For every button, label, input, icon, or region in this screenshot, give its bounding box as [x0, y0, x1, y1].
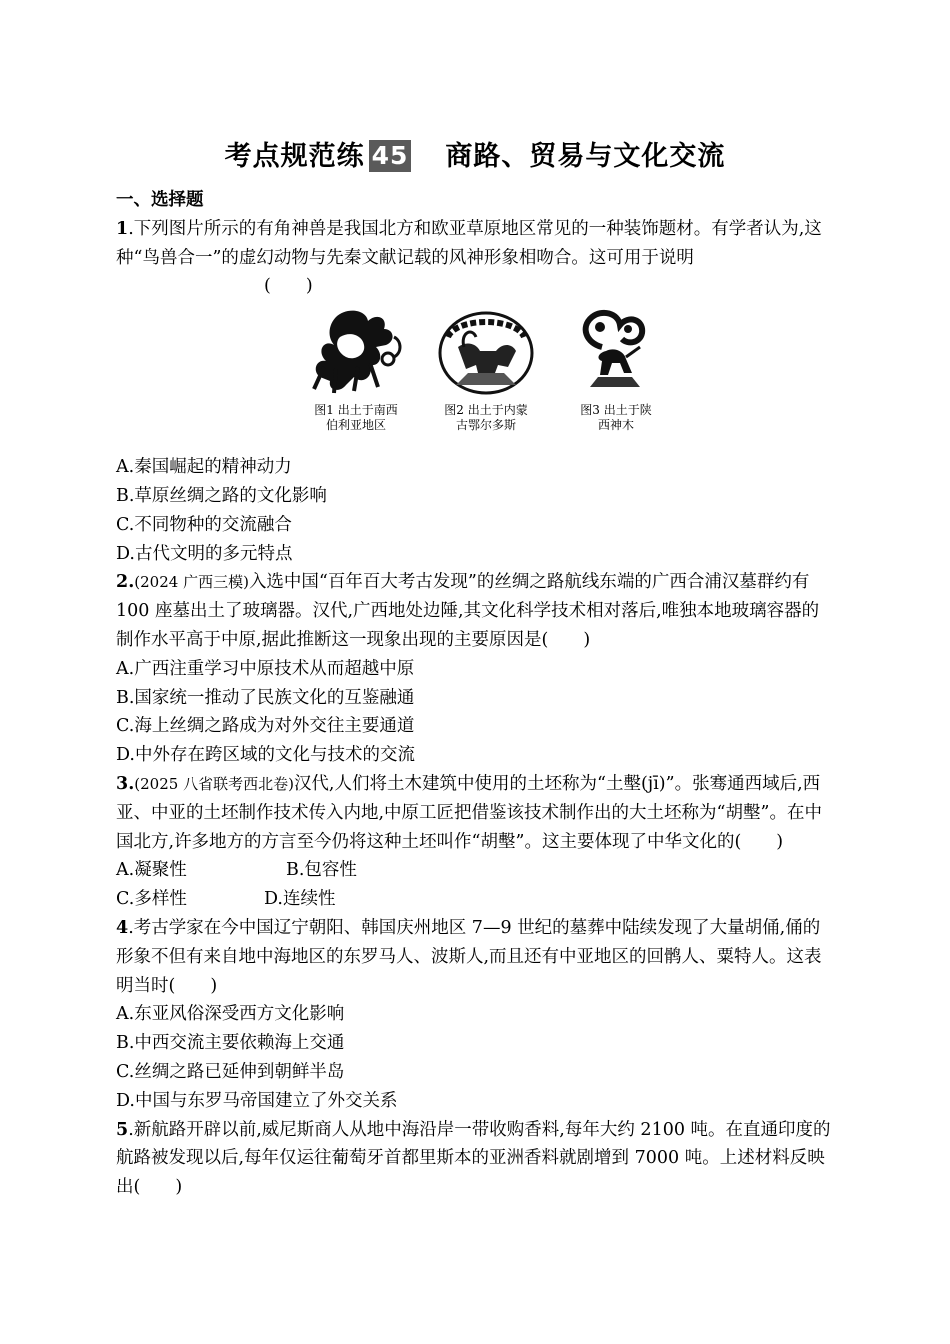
question-2-source: (2024 广西三模)	[134, 573, 249, 592]
figure-2-caption	[432, 403, 540, 433]
question-1-option-a[interactable]: A.秦国崛起的精神动力	[116, 457, 292, 478]
figure-1-caption-line1: 图1 出土于南西	[314, 403, 398, 418]
horned-beast-figure-3-icon	[566, 307, 666, 397]
figure-2-caption-line2: 古鄂尔多斯	[455, 418, 516, 433]
figure-2-caption-line1: 图2 出土于内蒙	[444, 403, 528, 418]
horned-beast-figure-1-icon	[306, 307, 406, 397]
question-2-option-c[interactable]: C.海上丝绸之路成为对外交往主要通道	[116, 716, 415, 737]
question-3-text: 汉代,人们将土木建筑中使用的土坯称为“土墼(jī)”。张骞通西域后,西亚、中亚的土坯制作技术传入内地,中原工匠把借鉴该技术制作出的大土坯称为“胡墼”。在中国北方,许多地方的方言至今仍将这种土坯叫作“胡墼”。这主要体现了中华文化的( )	[116, 773, 822, 852]
question-3-options-row-2	[116, 885, 836, 914]
question-1-option-b[interactable]: B.草原丝绸之路的文化影响	[116, 485, 327, 506]
question-1-paren-line	[116, 272, 836, 301]
question-3-number: 3	[116, 773, 129, 794]
question-4-option-b[interactable]: B.中西交流主要依赖海上交通	[116, 1033, 345, 1054]
content	[116, 186, 836, 1202]
question-2-number: 2	[116, 572, 129, 593]
question-5	[116, 1116, 836, 1202]
question-4-number: 4	[116, 917, 129, 938]
figure-1-caption-line2: 伯利亚地区	[325, 418, 386, 433]
figure-3	[562, 307, 670, 447]
question-3-option-c[interactable]: C.多样性	[116, 889, 187, 910]
question-4-option-c[interactable]: C.丝绸之路已延伸到朝鲜半岛	[116, 1061, 345, 1082]
question-4-option-a[interactable]: A.东亚风俗深受西方文化影响	[116, 1004, 345, 1025]
question-4-option-d[interactable]: D.中国与东罗马帝国建立了外交关系	[116, 1090, 398, 1111]
question-1-stem	[116, 215, 836, 273]
question-5-text: .新航路开辟以前,威尼斯商人从地中海沿岸一带收购香料,每年大约 2100 吨。在直通印度的航路被发现以后,每年仅运往葡萄牙首都里斯本的亚洲香料就剧增到 7000 吨。上述材料反映出( )	[116, 1119, 831, 1198]
title-number-badge: 45	[369, 140, 412, 172]
question-1-option-c[interactable]: C.不同物种的交流融合	[116, 514, 292, 535]
question-3	[116, 770, 836, 914]
question-3-options-row-1	[116, 856, 836, 885]
question-3-option-b[interactable]: B.包容性	[286, 860, 357, 881]
figure-row	[302, 307, 836, 447]
question-2	[116, 568, 836, 770]
question-4-stem	[116, 914, 836, 1000]
question-4	[116, 914, 836, 1116]
page-title	[0, 138, 950, 176]
question-1-text: .下列图片所示的有角神兽是我国北方和欧亚草原地区常见的一种装饰题材。有学者认为,这种“鸟兽合一”的虚幻动物与先秦文献记载的风神形象相吻合。这可用于说明	[116, 218, 822, 268]
title-main: 考点规范练	[224, 141, 365, 172]
question-2-text: 入选中国“百年百大考古发现”的丝绸之路航线东端的广西合浦汉墓群约有 100 座墓出土了玻璃器。汉代,广西地处边陲,其文化科学技术相对落后,唯独本地玻璃容器的制作水平高于中原,据此推断这一现象出现的主要原因是( )	[116, 572, 820, 650]
answer-parenthesis: ( )	[264, 276, 313, 297]
section-heading: 一、选择题	[116, 190, 204, 210]
question-3-stem: 3.(2025 八省联考西北卷)汉代,人们将土木建筑中使用的土坯称为“土墼(jī)”。张骞通西域后,西亚、中亚的土坯制作技术传入内地,中原工匠把借鉴该技术制作出的大土坯称为“胡墼”。在中国北方,许多地方的方言至今仍将这种土坯叫作“胡墼”。这主要体现了中华文化的( )	[116, 773, 822, 852]
question-5-stem	[116, 1116, 836, 1202]
question-5-number: 5	[116, 1119, 129, 1140]
figure-3-caption-line2: 西神木	[597, 418, 634, 433]
title-subtitle: 商路、贸易与文化交流	[445, 141, 726, 172]
question-3-source: (2025 八省联考西北卷)	[134, 774, 294, 793]
question-3-option-d[interactable]: D.连续性	[264, 889, 336, 910]
question-1	[116, 215, 836, 569]
figure-3-caption	[562, 403, 670, 433]
figure-2	[432, 307, 540, 447]
figure-1-caption	[302, 403, 410, 433]
question-1-option-d[interactable]: D.古代文明的多元特点	[116, 543, 293, 564]
question-4-text: .考古学家在今中国辽宁朝阳、韩国庆州地区 7—9 世纪的墓葬中陆续发现了大量胡俑,俑的形象不但有来自地中海地区的东罗马人、波斯人,而且还有中亚地区的回鹘人、粟特人。这表明当时( )	[116, 917, 822, 996]
question-2-stem: 2.(2024 广西三模)入选中国“百年百大考古发现”的丝绸之路航线东端的广西合浦汉墓群约有 100 座墓出土了玻璃器。汉代,广西地处边陲,其文化科学技术相对落后,唯独本地玻璃容器的制作水平高于中原,据此推断这一现象出现的主要原因是( )	[116, 572, 820, 650]
figure-3-caption-line1: 图3 出土于陕	[580, 403, 652, 418]
question-2-option-a[interactable]: A.广西注重学习中原技术从而超越中原	[116, 658, 415, 679]
question-2-option-b[interactable]: B.国家统一推动了民族文化的互鉴融通	[116, 687, 415, 708]
question-3-option-a[interactable]: A.凝聚性	[116, 860, 187, 881]
figure-1	[302, 307, 410, 447]
question-1-number: 1	[116, 218, 129, 239]
horned-beast-figure-2-icon	[436, 307, 536, 397]
question-2-option-d[interactable]: D.中外存在跨区域的文化与技术的交流	[116, 745, 415, 766]
